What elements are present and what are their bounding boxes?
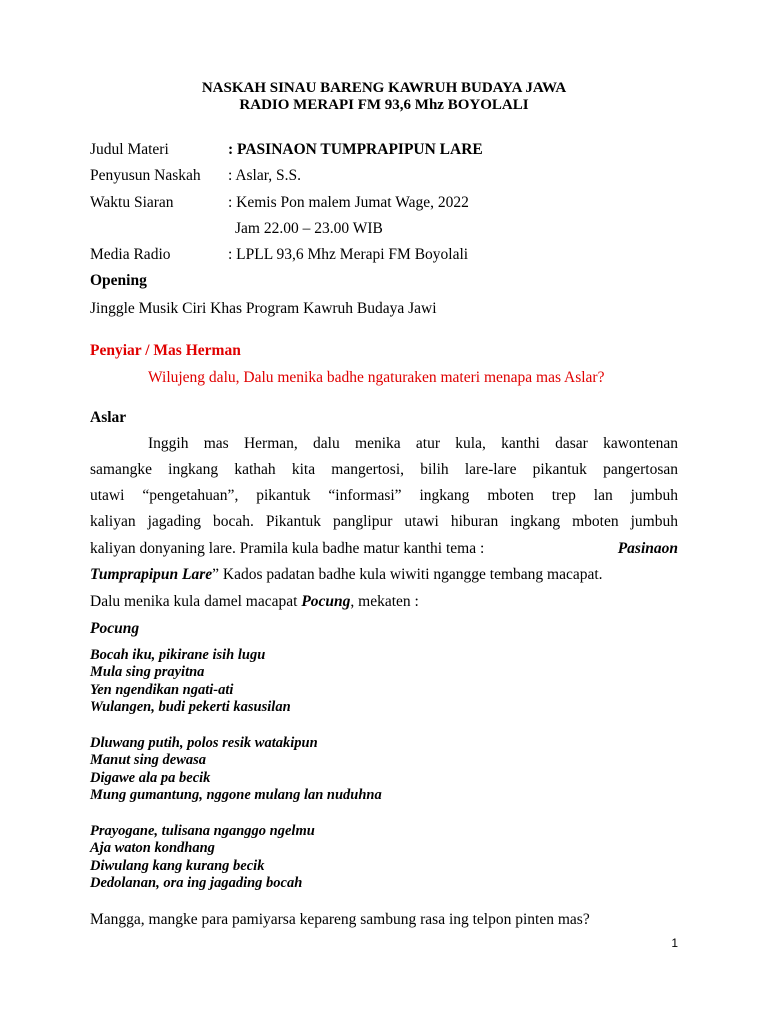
header-title-1: NASKAH SINAU BARENG KAWRUH BUDAYA JAWA [201, 80, 567, 96]
paragraph-line [90, 540, 678, 558]
meta-value: : LPLL 93,6 Mhz Merapi FM Boyolali [228, 246, 469, 263]
penyiar-heading: Penyiar / Mas Herman [90, 342, 241, 359]
poem-line: Digawe ala pa becik [90, 770, 211, 786]
header-title-2: RADIO MERAPI FM 93,6 Mhz BOYOLALI [239, 97, 529, 113]
paragraph-line [90, 593, 419, 611]
poem-line: Bocah iku, pikirane isih lugu [90, 647, 266, 663]
poem-line: Mula sing prayitna [90, 664, 205, 680]
text-span: kaliyan donyaning lare. Pramila kula badhe matur kanthi tema : [90, 540, 485, 557]
poem-line: Prayogane, tulisana nganggo ngelmu [90, 823, 315, 839]
poem-line: Wulangen, budi pekerti kasusilan [90, 699, 291, 715]
meta-value: : PASINAON TUMPRAPIPUN LARE [228, 141, 483, 158]
poem-line: Yen ngendikan ngati-ati [90, 682, 234, 698]
meta-label: Waktu Siaran [90, 194, 174, 211]
poem-line: Dedolanan, ora ing jagading bocah [90, 875, 303, 891]
poem-title: Pocung [90, 620, 140, 637]
page-number: 1 [671, 936, 678, 950]
meta-row-waktu [90, 194, 469, 212]
meta-row-penyusun [90, 167, 301, 185]
meta-label: Penyusun Naskah [90, 167, 201, 184]
meta-row-media [90, 246, 468, 264]
meta-row-judul [90, 141, 483, 159]
paragraph-line: kaliyan jagading bocah. Pikantuk panglipur utawi hiburan ingkang mboten jumbuh [90, 513, 678, 530]
paragraph-line [90, 566, 603, 584]
meta-label: Media Radio [90, 246, 171, 263]
text-span: ” Kados padatan badhe kula wiwiti ngangge tembang macapat. [212, 566, 603, 583]
closing-text: Mangga, mangke para pamiyarsa kepareng sambung rasa ing telpon pinten mas? [90, 911, 590, 928]
paragraph-line: Inggih mas Herman, dalu menika atur kula, kanthi dasar kawontenan [148, 435, 678, 452]
theme-title-part2: Tumprapipun Lare [90, 566, 213, 583]
penyiar-text: Wilujeng dalu, Dalu menika badhe ngaturaken materi menapa mas Aslar? [148, 369, 605, 386]
poem-line: Aja waton kondhang [90, 840, 215, 856]
macapat-name: Pocung [301, 593, 351, 610]
poem-line: Dluwang putih, polos resik watakipun [90, 735, 318, 751]
poem-line: Diwulang kang kurang becik [90, 858, 265, 874]
meta-value: : Aslar, S.S. [228, 167, 302, 184]
aslar-heading: Aslar [90, 409, 127, 426]
opening-text: Jinggle Musik Ciri Khas Program Kawruh Budaya Jawi [90, 300, 437, 317]
text-span: Dalu menika kula damel macapat [90, 593, 302, 610]
paragraph-line: samangke ingkang kathah kita mangertosi, bilih lare-lare pikantuk pangertosan [90, 461, 678, 478]
text-span: , mekaten : [350, 593, 419, 610]
meta-label: Judul Materi [90, 141, 169, 158]
theme-title-part1: Pasinaon [617, 540, 678, 557]
paragraph-line: utawi “pengetahuan”, pikantuk “informasi” ingkang mboten trep lan jumbuh [90, 487, 678, 504]
poem-line: Mung gumantung, nggone mulang lan nuduhna [90, 787, 382, 803]
opening-heading: Opening [90, 272, 147, 289]
meta-value: : Kemis Pon malem Jumat Wage, 2022 [228, 194, 469, 211]
poem-line: Manut sing dewasa [90, 752, 207, 768]
meta-waktu-jam: Jam 22.00 – 23.00 WIB [235, 220, 383, 237]
